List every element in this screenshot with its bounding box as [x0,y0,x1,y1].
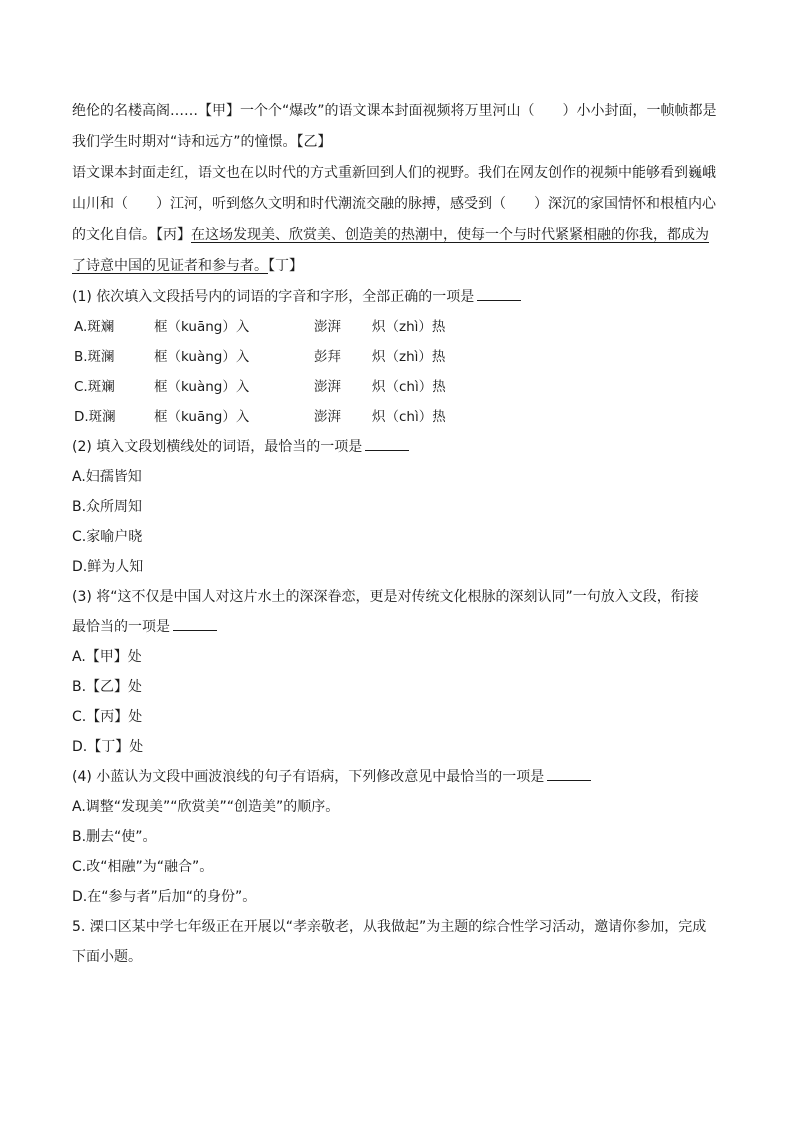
question-2-stem: (2) 填入文段划横线处的词语，最恰当的一项是 [72,432,722,462]
question-5-stem-line-2: 下面小题。 [72,949,142,965]
answer-blank[interactable] [547,768,591,781]
answer-blank[interactable] [477,288,521,301]
question-2-option-c[interactable]: C.家喻户晓 [72,529,143,545]
question-1-stem: (1) 依次填入文段括号内的词语的字音和字形，全部正确的一项是 [72,282,722,312]
question-1-option-a[interactable]: A.斑斓 框（kuāng）入 澎湃 炽（zhì）热 [74,319,446,335]
question-3-option-d[interactable]: D.【丁】处 [72,739,144,755]
passage-paragraph-1: 绝伦的名楼高阁……【甲】一个个“爆改”的语文课本封面视频将万里河山（ ）小小封面，一帧帧都是我们学生时期对“诗和远方”的憧憬。【乙】 [72,103,717,150]
question-4-stem: (4) 小蓝认为文段中画波浪线的句子有语病，下列修改意见中最恰当的一项是 [72,762,722,792]
question-1-option-c[interactable]: C.斑斓 框（kuàng）入 澎湃 炽（chì）热 [74,379,446,395]
passage-text-before: 语文课本封面走红，语文也在以时代的方式重新回到人们的视野。我们在网友创作的视频中能够看到巍峨山川和（ ）江河，听到悠久文明和时代潮流交融的脉搏，感受到（ ）深沉的家国情怀和根植内心的文化自信。【丙】 [72,165,716,243]
question-4-option-d[interactable]: D.在“参与者”后加“的身份”。 [72,889,257,905]
question-3-stem-line-2: 最恰当的一项是 [72,612,722,642]
question-4-option-c[interactable]: C.改“相融”为“融合”。 [72,859,214,875]
answer-blank[interactable] [173,618,217,631]
question-4-option-a[interactable]: A.调整“发现美”“欣赏美”“创造美”的顺序。 [72,799,340,815]
question-3-option-b[interactable]: B.【乙】处 [72,679,143,695]
answer-blank[interactable] [365,438,409,451]
question-3-option-a[interactable]: A.【甲】处 [72,649,142,665]
question-2-option-d[interactable]: D.鲜为人知 [72,559,144,575]
question-2-option-a[interactable]: A.妇孺皆知 [72,469,142,485]
question-2-option-b[interactable]: B.众所周知 [72,499,143,515]
wavy-underlined-sentence: 在这场发现美、欣赏美、创造美的热潮中，使每一个与时代紧紧相融的你我，都成为了诗意中国的见证者和参与者。 [72,227,709,274]
question-1-option-d[interactable]: D.斑澜 框（kuāng）入 澎湃 炽（chì）热 [74,409,446,425]
question-5-stem-line-1: 5. 溧口区某中学七年级正在开展以“孝亲敬老，从我做起”为主题的综合性学习活动，邀请你参加，完成 [72,919,707,935]
question-1-option-b[interactable]: B.斑澜 框（kuàng）入 彭拜 炽（zhì）热 [74,349,446,365]
passage-text-after: 【丁】 [268,258,303,274]
question-4-option-b[interactable]: B.删去“使”。 [72,829,157,845]
question-3-stem-line-1: (3) 将“这不仅是中国人对这片水土的深深眷恋，更是对传统文化根脉的深刻认同”一句放入文段，衔接 [72,589,699,605]
document-page [72,96,722,972]
question-3-option-c[interactable]: C.【丙】处 [72,709,143,725]
passage-paragraph-2 [72,158,722,282]
